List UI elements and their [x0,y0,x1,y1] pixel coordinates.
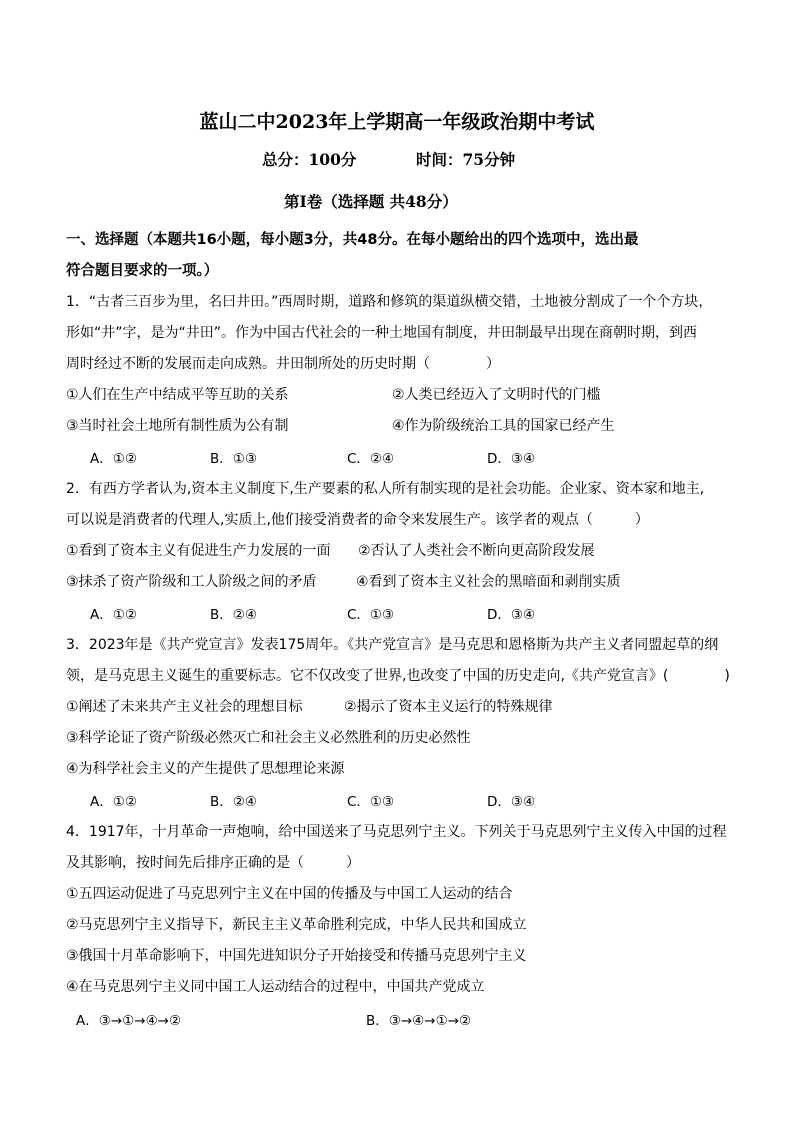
total-score: 总分：100分 [262,150,357,169]
q2-stem-line2: 可以说是消费者的代理人,实质上,他们接受消费者的命令来发展生产。该学者的观点（ ） [66,512,649,528]
q2-statement-3: ③抹杀了资产阶级和工人阶级之间的矛盾 [66,574,317,590]
q1-statement-3: ③当时社会土地所有制性质为公有制 [66,418,289,434]
section-instruction-line1: 一、选择题（本题共16小题，每小题3分，共48分。在每小题给出的四个选项中，选出最 [66,232,639,248]
q4-statement-3: ③俄国十月革命影响下，中国先进知识分子开始接受和传播马克思列宁主义 [66,948,527,964]
q2-statement-4: ④看到了资本主义社会的黑暗面和剥削实质 [356,574,621,590]
exam-time: 时间：75分钟 [416,150,516,169]
q4-stem-line2: 及其影响，按时间先后排序正确的是（ ） [66,855,360,871]
q1-option-a[interactable]: A．①② [90,451,137,467]
q3-statement-4: ④为科学社会主义的产生提供了思想理论来源 [66,761,345,777]
q1-statement-2: ②人类已经迈入了文明时代的门槛 [392,387,601,403]
q3-statement-2: ②揭示了资本主义运行的特殊规律 [344,699,553,715]
q2-option-a[interactable]: A．①② [90,607,137,623]
q4-stem-line1: 4．1917年，十月革命一声炮响，给中国送来了马克思列宁主义。下列关于马克思列宁主义传入中国的过程 [66,824,727,840]
q2-statement-2: ②否认了人类社会不断向更高阶段发展 [358,543,595,559]
q2-option-c[interactable]: C．①③ [347,607,395,623]
q1-stem-line3: 周时经过不断的发展而走向成熟。井田制所处的历史时期（ ） [66,356,500,372]
q2-stem-line1: 2．有西方学者认为,资本主义制度下,生产要素的私人所有制实现的是社会功能。企业家、资本家和地主, [66,481,705,497]
q3-statement-1: ①阐述了未来共产主义社会的理想目标 [66,699,303,715]
q2-option-b[interactable]: B．②④ [210,607,257,623]
q3-stem-line2: 领，是马克思主义诞生的重要标志。它不仅改变了世界,也改变了中国的历史走向,《共产党宣言》( ) [66,668,730,684]
volume-heading: 第Ⅰ卷（选择题 共48分） [284,192,458,211]
q3-option-d[interactable]: D．③④ [487,794,536,810]
section-instruction-line2: 符合题目要求的一项。） [66,263,219,279]
q2-statement-1: ①看到了资本主义有促进生产力发展的一面 [66,543,331,559]
exam-title: 蓝山二中2023年上学期高一年级政治期中考试 [199,111,595,133]
q1-option-c[interactable]: C．②④ [347,451,395,467]
q3-option-b[interactable]: B．②④ [210,794,257,810]
q3-option-a[interactable]: A．①② [90,794,137,810]
q2-option-d[interactable]: D．③④ [487,607,536,623]
q1-option-b[interactable]: B．①③ [210,451,257,467]
q1-statement-1: ①人们在生产中结成平等互助的关系 [66,387,289,403]
q3-stem-line1: 3．2023年是《共产党宣言》发表175周年。《共产党宣言》是马克思和恩格斯为共产主义者同盟起草的纲 [66,637,719,653]
q4-option-a[interactable]: A．③→①→④→② [76,1013,182,1029]
q1-statement-4: ④作为阶级统治工具的国家已经产生 [392,418,615,434]
q4-option-b[interactable]: B．③→④→①→② [366,1013,472,1029]
q1-stem-line1: 1．“古者三百步为里，名曰井田。”西周时期，道路和修筑的渠道纵横交错，土地被分割成了一个个方块， [66,294,713,310]
q3-option-c[interactable]: C．①③ [347,794,395,810]
q3-statement-3: ③科学论证了资产阶级必然灭亡和社会主义必然胜利的历史必然性 [66,730,471,746]
q4-statement-4: ④在马克思列宁主义同中国工人运动结合的过程中，中国共产党成立 [66,979,485,995]
q1-option-d[interactable]: D．③④ [487,451,536,467]
q4-statement-2: ②马克思列宁主义指导下，新民主主义革命胜利完成，中华人民共和国成立 [66,917,527,933]
q1-stem-line2: 形如“井”字，是为“井田”。作为中国古代社会的一种土地国有制度，井田制最早出现在商朝时期，到西 [66,325,698,341]
q4-statement-1: ①五四运动促进了马克思列宁主义在中国的传播及与中国工人运动的结合 [66,886,513,902]
